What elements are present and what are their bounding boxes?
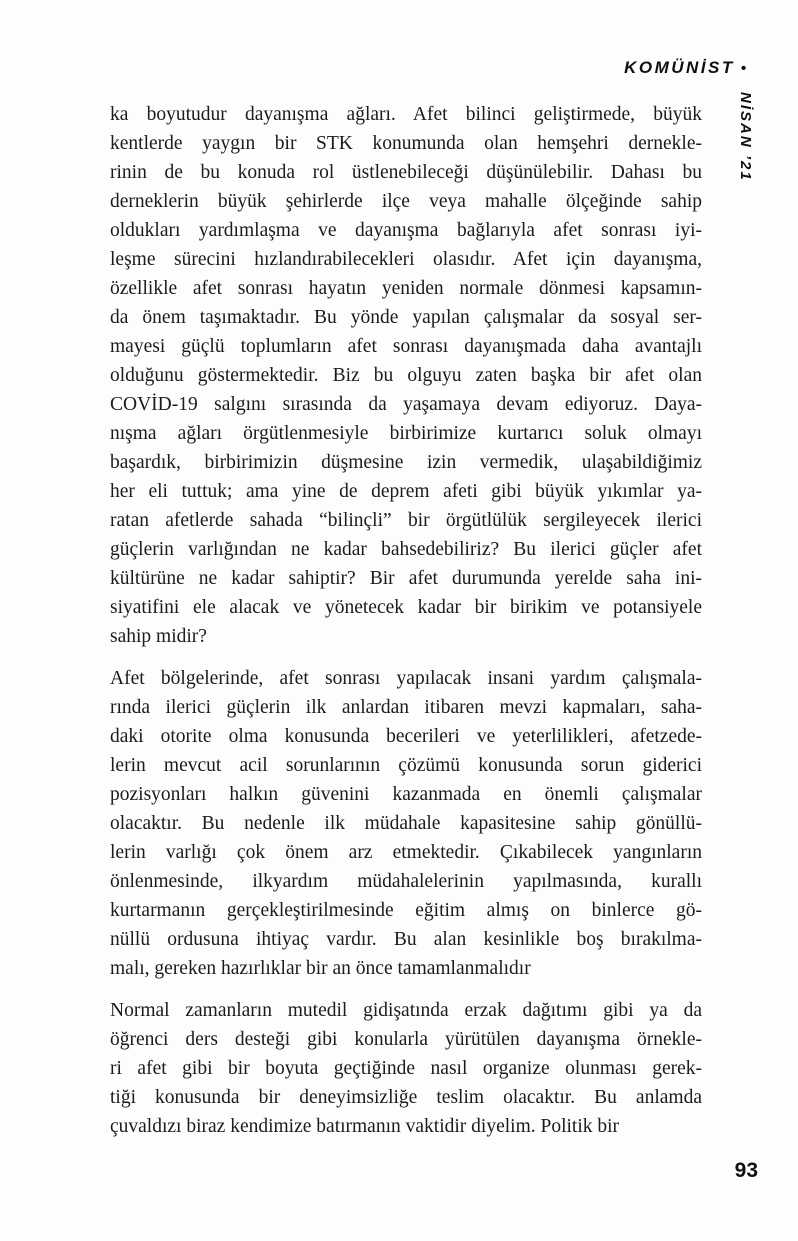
text-line: özellikle afet sonrası hayatın yeniden normale dönmesi kapsamın- <box>110 278 702 299</box>
text-line: siyatifini ele alacak ve yönetecek kadar bir birikim ve potansiyele <box>110 597 702 618</box>
page-number: 93 <box>734 1159 758 1182</box>
text-line: önlenmesinde, ilkyardım müdahalelerinin yapılmasında, kurallı <box>110 871 702 892</box>
text-line: sahip midir? <box>110 626 207 647</box>
text-line: ratan afetlerde sahada “bilinçli” bir örgütlülük sergileyecek ilerici <box>110 510 702 531</box>
body-text <box>110 100 702 1141</box>
text-line: çuvaldızı biraz kendimize batırmanın vaktidir diyelim. Politik bir <box>110 1116 620 1137</box>
text-line: olacaktır. Bu nedenle ilk müdahale kapasitesine sahip gönüllü- <box>110 813 702 834</box>
text-line: COVİD-19 salgını sırasında da yaşamaya devam ediyoruz. Daya- <box>110 394 702 415</box>
text-line: leşme sürecini hızlandırabilecekleri olasıdır. Afet için dayanışma, <box>110 249 702 270</box>
text-line: güçlerin varlığından ne kadar bahsedebiliriz? Bu ilerici güçler afet <box>110 539 702 560</box>
text-line: pozisyonları halkın güvenini kazanmada en önemli çalışmalar <box>110 784 702 805</box>
text-line: her eli tuttuk; ama yine de deprem afeti gibi büyük yıkımlar ya- <box>110 481 702 502</box>
text-line: tiği konusunda bir deneyimsizliğe teslim olacaktır. Bu anlamda <box>110 1087 702 1108</box>
text-line: nüllü ordusuna ihtiyaç vardır. Bu alan kesinlikle boş bırakılma- <box>110 929 702 950</box>
text-line: başardık, birbirimizin düşmesine izin vermedik, ulaşabildiğimiz <box>110 452 702 473</box>
magazine-masthead <box>624 58 746 78</box>
text-line: oldukları yardımlaşma ve dayanışma bağlarıyla afet sonrası iyi- <box>110 220 702 241</box>
text-line: Normal zamanların mutedil gidişatında erzak dağıtımı gibi ya da <box>110 1000 702 1021</box>
text-line: kültürüne ne kadar sahiptir? Bir afet durumunda yerelde saha ini- <box>110 568 702 589</box>
text-line: da önem taşımaktadır. Bu yönde yapılan çalışmalar da sosyal ser- <box>110 307 702 328</box>
text-line: nışma ağları örgütlenmesiyle birbirimize kurtarıcı soluk olmayı <box>110 423 702 444</box>
magazine-title: KOMÜNİST <box>624 58 735 77</box>
issue-label: NİSAN ’21 <box>737 92 754 182</box>
text-line: rında ilerici güçlerin ilk anlardan itibaren mevzi kapmaları, saha- <box>110 697 702 718</box>
paragraph <box>110 664 702 983</box>
text-line: mayesi güçlü toplumların afet sonrası dayanışmada daha avantajlı <box>110 336 702 357</box>
text-line: malı, gereken hazırlıklar bir an önce tamamlanmalıdır <box>110 958 531 979</box>
text-line: ri afet gibi bir boyuta geçtiğinde nasıl organize olunması gerek- <box>110 1058 702 1079</box>
paragraph <box>110 100 702 651</box>
bullet-icon: • <box>740 60 746 77</box>
text-line: lerin mevcut acil sorunlarının çözümü konusunda sorun giderici <box>110 755 702 776</box>
text-line: kurtarmanın gerçekleştirilmesinde eğitim almış on binlerce gö- <box>110 900 702 921</box>
text-line: ka boyutudur dayanışma ağları. Afet bilinci geliştirmede, büyük <box>110 104 702 125</box>
text-line: kentlerde yaygın bir STK konumunda olan hemşehri dernekle- <box>110 133 702 154</box>
text-line: daki otorite olma konusunda becerileri ve yeterlilikleri, afetzede- <box>110 726 702 747</box>
text-line: lerin varlığı çok önem arz etmektedir. Çıkabilecek yangınların <box>110 842 702 863</box>
text-line: rinin de bu konuda rol üstlenebileceği düşünülebilir. Dahası bu <box>110 162 702 183</box>
text-line: Afet bölgelerinde, afet sonrası yapılacak insani yardım çalışmala- <box>110 668 702 689</box>
text-line: derneklerin büyük şehirlerde ilçe veya mahalle ölçeğinde sahip <box>110 191 702 212</box>
text-line: olduğunu göstermektedir. Biz bu olguyu zaten başka bir afet olan <box>110 365 702 386</box>
paragraph <box>110 996 702 1141</box>
text-line: öğrenci ders desteği gibi konularla yürütülen dayanışma örnekle- <box>110 1029 702 1050</box>
